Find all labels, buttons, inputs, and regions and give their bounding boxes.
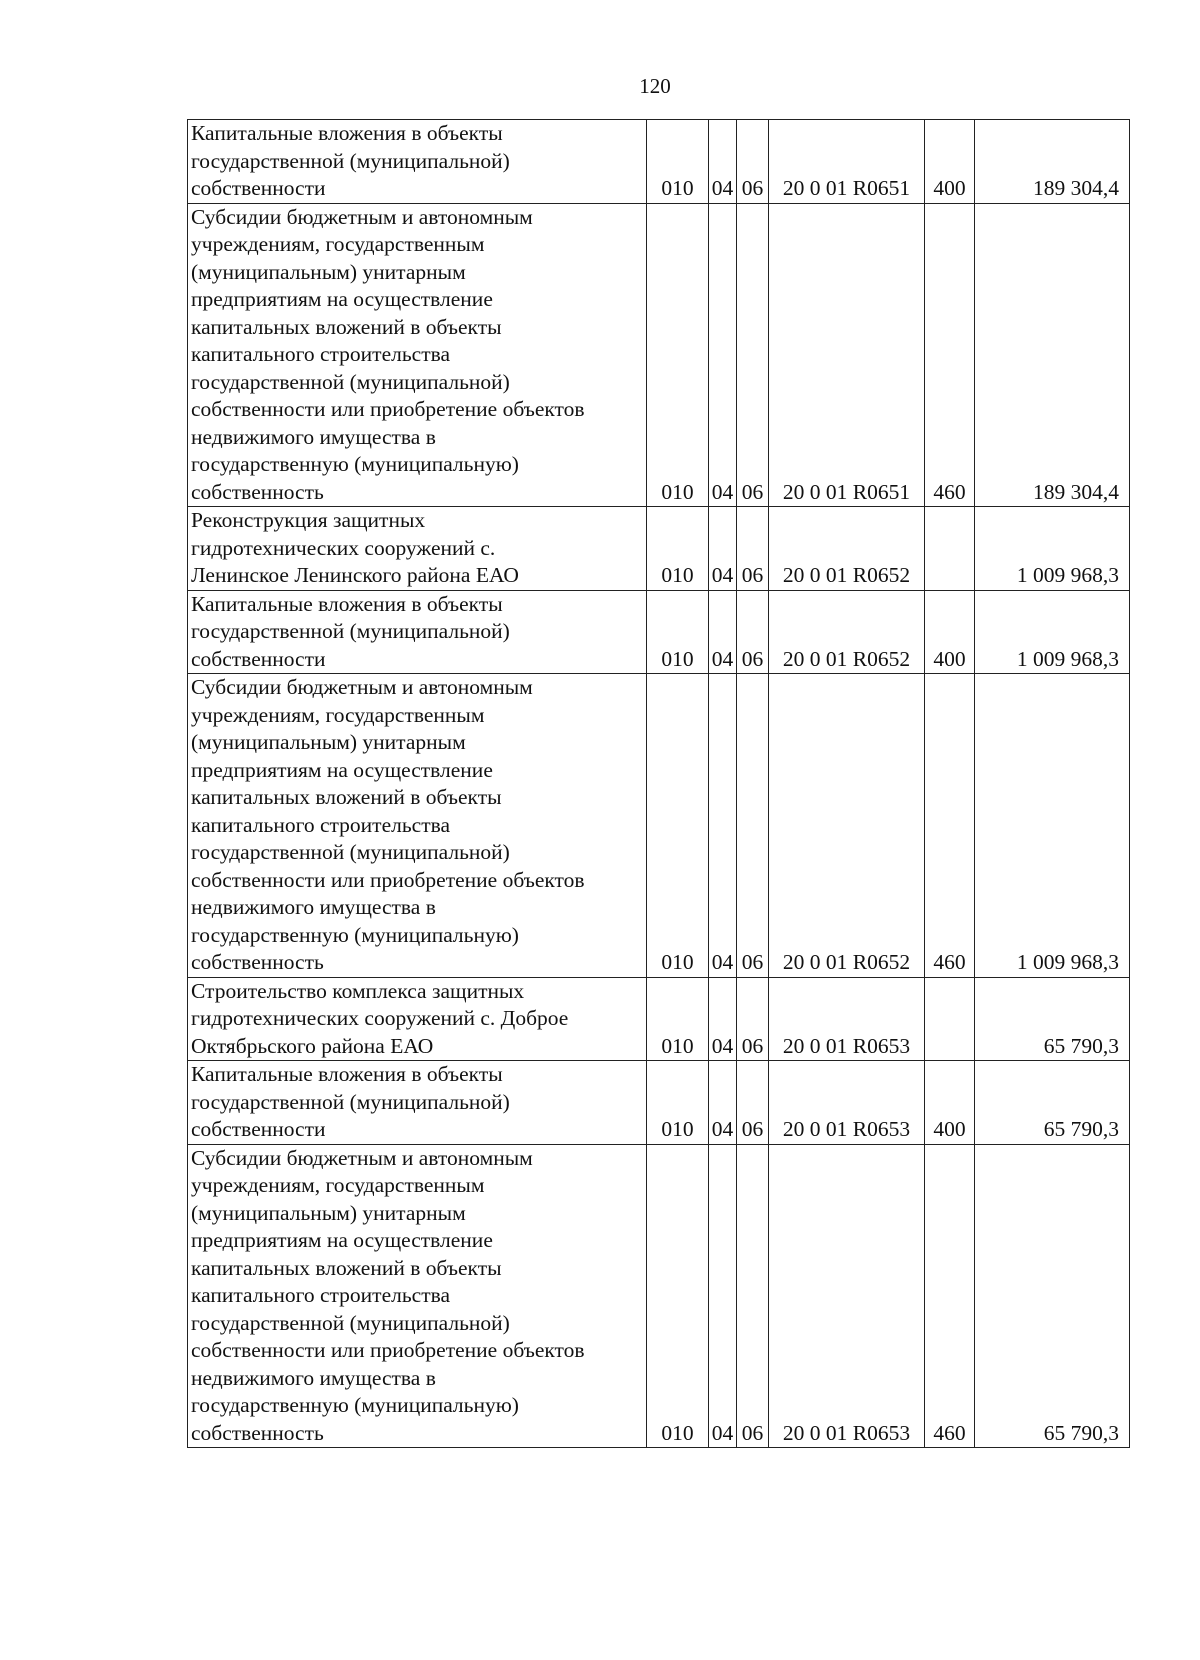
subsection-code-cell: 06: [737, 590, 769, 674]
item-name-line: капитального строительства: [191, 812, 451, 837]
item-name-line: государственной (муниципальной): [191, 369, 510, 394]
expense-type-cell: 400: [925, 590, 975, 674]
table-row: [188, 120, 1130, 204]
item-name-line: недвижимого имущества в: [191, 895, 436, 919]
subsection-code-cell: 06: [737, 1144, 769, 1448]
item-name-line: Реконструкция защитных: [191, 508, 426, 532]
item-name-line: предприятиям на осуществление: [191, 757, 493, 782]
item-name-cell: [188, 977, 647, 1061]
item-name-line: капитального строительства: [191, 1283, 451, 1307]
item-name-cell: [188, 674, 647, 978]
expense-type-cell: 460: [925, 1144, 975, 1448]
item-name-line: собственности: [191, 646, 326, 671]
program-code-cell: 20 0 01 R0651: [769, 203, 925, 507]
table-row: [188, 1144, 1130, 1448]
subsection-code-cell: 06: [737, 507, 769, 591]
item-name-line: Капитальные вложения в объекты: [191, 121, 503, 145]
item-name-line: собственности: [191, 1117, 326, 1141]
item-name-cell: [188, 1061, 647, 1145]
item-name-line: недвижимого имущества в: [191, 1365, 436, 1390]
expense-type-cell: 400: [925, 1061, 975, 1145]
item-name-line: Субсидии бюджетным и автономным: [191, 1145, 533, 1170]
item-name-cell: [188, 1144, 647, 1448]
ministry-code-cell: 010: [647, 507, 709, 591]
budget-table: [187, 119, 1130, 1448]
section-code-cell: 04: [709, 674, 737, 978]
item-name-cell: [188, 507, 647, 591]
item-name-line: (муниципальным) унитарным: [191, 259, 466, 284]
item-name-line: капитального строительства: [191, 342, 451, 366]
item-name-line: собственности: [191, 176, 326, 200]
expense-type-cell: 460: [925, 674, 975, 978]
section-code-cell: 04: [709, 977, 737, 1061]
table-row: [188, 590, 1130, 674]
item-name-cell: [188, 203, 647, 507]
expense-type-cell: [925, 977, 975, 1061]
item-name-line: государственной (муниципальной): [191, 1310, 510, 1335]
item-name-line: Субсидии бюджетным и автономным: [191, 204, 533, 229]
expense-type-cell: 400: [925, 120, 975, 204]
item-name-line: Октябрьского района ЕАО: [191, 1033, 434, 1058]
ministry-code-cell: 010: [647, 674, 709, 978]
item-name-line: собственность: [191, 950, 324, 974]
item-name-line: капитальных вложений в объекты: [191, 785, 502, 809]
section-code-cell: 04: [709, 590, 737, 674]
item-name-line: учреждениям, государственным: [191, 232, 485, 256]
table-body: [188, 120, 1130, 1448]
item-name-line: Ленинское Ленинского района ЕАО: [191, 563, 519, 587]
program-code-cell: 20 0 01 R0652: [769, 507, 925, 591]
item-name-cell: [188, 590, 647, 674]
ministry-code-cell: 010: [647, 590, 709, 674]
item-name-line: государственной (муниципальной): [191, 148, 510, 173]
item-name-line: государственной (муниципальной): [191, 1089, 510, 1114]
ministry-code-cell: 010: [647, 1144, 709, 1448]
item-name-line: предприятиям на осуществление: [191, 287, 493, 311]
item-name-line: Капитальные вложения в объекты: [191, 1062, 503, 1086]
expense-type-cell: 460: [925, 203, 975, 507]
program-code-cell: 20 0 01 R0652: [769, 674, 925, 978]
program-code-cell: 20 0 01 R0653: [769, 977, 925, 1061]
subsection-code-cell: 06: [737, 1061, 769, 1145]
page-number: 120: [639, 74, 671, 98]
item-name-line: Строительство комплекса защитных: [191, 978, 525, 1003]
program-code-cell: 20 0 01 R0653: [769, 1144, 925, 1448]
ministry-code-cell: 010: [647, 203, 709, 507]
table-row: [188, 977, 1130, 1061]
subsection-code-cell: 06: [737, 977, 769, 1061]
item-name-line: (муниципальным) унитарным: [191, 1200, 466, 1225]
item-name-line: (муниципальным) унитарным: [191, 730, 466, 754]
table-row: [188, 674, 1130, 978]
program-code-cell: 20 0 01 R0652: [769, 590, 925, 674]
amount-cell: 189 304,4: [975, 203, 1130, 507]
section-code-cell: 04: [709, 1061, 737, 1145]
item-name-line: собственность: [191, 479, 324, 504]
amount-cell: 189 304,4: [975, 120, 1130, 204]
table-row: [188, 203, 1130, 507]
item-name-line: государственную (муниципальную): [191, 922, 519, 947]
amount-cell: 1 009 968,3: [975, 507, 1130, 591]
subsection-code-cell: 06: [737, 674, 769, 978]
table-row: [188, 1061, 1130, 1145]
amount-cell: 1 009 968,3: [975, 590, 1130, 674]
program-code-cell: 20 0 01 R0651: [769, 120, 925, 204]
item-name-line: предприятиям на осуществление: [191, 1228, 493, 1252]
item-name-line: недвижимого имущества в: [191, 424, 436, 449]
amount-cell: 65 790,3: [975, 1144, 1130, 1448]
section-code-cell: 04: [709, 507, 737, 591]
section-code-cell: 04: [709, 203, 737, 507]
amount-cell: 65 790,3: [975, 977, 1130, 1061]
item-name-line: государственную (муниципальную): [191, 1393, 519, 1417]
amount-cell: 1 009 968,3: [975, 674, 1130, 978]
item-name-line: капитальных вложений в объекты: [191, 1255, 502, 1280]
ministry-code-cell: 010: [647, 1061, 709, 1145]
section-code-cell: 04: [709, 120, 737, 204]
item-name-line: государственную (муниципальную): [191, 452, 519, 476]
item-name-cell: [188, 120, 647, 204]
item-name-line: государственной (муниципальной): [191, 619, 510, 643]
item-name-line: капитальных вложений в объекты: [191, 314, 502, 339]
item-name-line: собственность: [191, 1420, 324, 1445]
subsection-code-cell: 06: [737, 203, 769, 507]
amount-cell: 65 790,3: [975, 1061, 1130, 1145]
subsection-code-cell: 06: [737, 120, 769, 204]
ministry-code-cell: 010: [647, 120, 709, 204]
item-name-line: Капитальные вложения в объекты: [191, 591, 503, 616]
table-row: [188, 507, 1130, 591]
item-name-line: учреждениям, государственным: [191, 1173, 485, 1197]
item-name-line: собственности или приобретение объектов: [191, 867, 585, 892]
item-name-line: Субсидии бюджетным и автономным: [191, 675, 533, 699]
section-code-cell: 04: [709, 1144, 737, 1448]
item-name-line: гидротехнических сооружений с. Доброе: [191, 1006, 569, 1030]
program-code-cell: 20 0 01 R0653: [769, 1061, 925, 1145]
item-name-line: гидротехнических сооружений с.: [191, 535, 496, 560]
ministry-code-cell: 010: [647, 977, 709, 1061]
item-name-line: собственности или приобретение объектов: [191, 1338, 585, 1362]
item-name-line: учреждениям, государственным: [191, 702, 485, 727]
item-name-line: собственности или приобретение объектов: [191, 397, 585, 421]
expense-type-cell: [925, 507, 975, 591]
item-name-line: государственной (муниципальной): [191, 840, 510, 864]
